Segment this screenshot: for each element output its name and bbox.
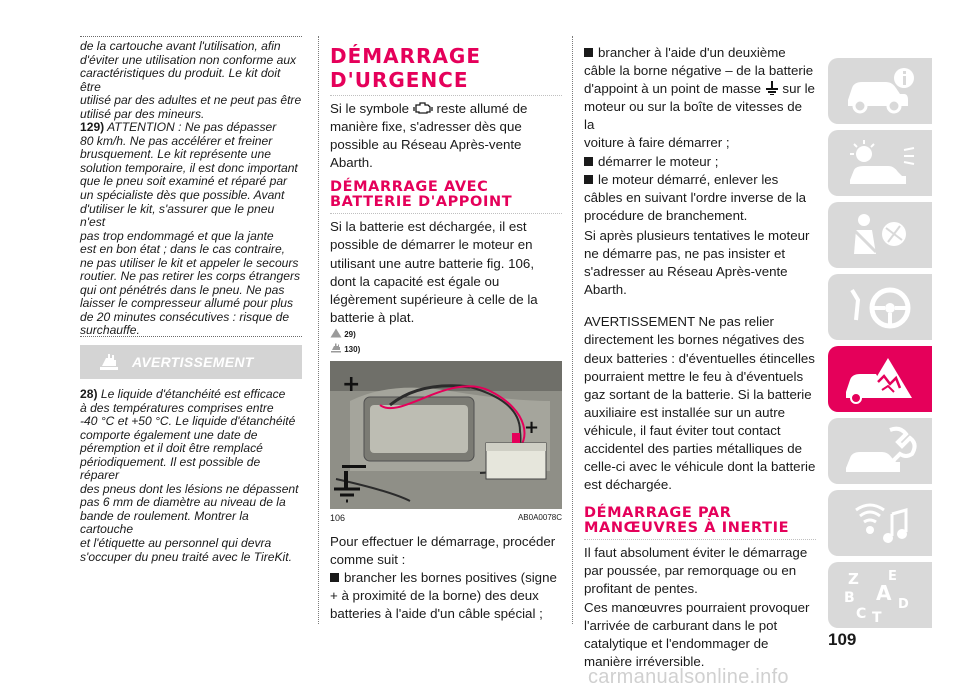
note-28-line: bande de roulement. Montrer la cartouche [80,508,249,537]
note-28-line: Le liquide d'étanchéité est efficace [100,387,286,401]
list-item-text: + à proximité de la borne) des deux [330,588,539,604]
paragraph-line: Ces manœuvres pourraient provoquer [584,599,810,615]
index-letter: T [872,610,882,624]
bullet-checkbox-icon [584,175,593,184]
note-28-line: pas 6 mm de diamètre au niveau de la [80,495,286,510]
column-middle [330,44,562,623]
paragraph-line: auxiliaire est installée sur un autre [584,404,786,420]
tab-emergency[interactable] [828,346,932,412]
paragraph-line: l'arrivée de carburant dans le pot [584,617,778,633]
paragraph-line: Abarth. [584,282,627,298]
paragraph-line: Si après plusieurs tentatives le moteur [584,227,810,243]
warning-header [80,345,302,379]
bullet-checkbox-icon [584,48,593,57]
note-28-line: s'occuper du pneu traité avec le TireKit. [80,549,292,564]
note-129-line: un spécialiste dès que possible. Avant [80,188,285,203]
intro-line: d'éviter une utilisation non conforme aux [80,52,297,67]
list-item-text: batteries à l'aide d'un câble spécial ; [330,606,543,622]
note-28-line: et l'étiquette au personnel qui devra [80,536,272,551]
paragraph-line: AVERTISSEMENT Ne pas relier [584,314,774,330]
column-left [80,40,302,338]
list-item-text: voiture à faire démarrer ; [584,135,730,151]
paragraph-line: possible de démarrer le moteur en [330,237,533,253]
paragraph-line: est déchargée. [584,477,672,493]
list-item-text: procédure de branchement. [584,207,748,223]
tab-maintenance[interactable] [828,418,932,484]
paragraph [330,100,562,118]
list-item-text: brancher à l'aide d'un deuxième [598,45,786,60]
tab-car-info[interactable] [828,58,932,124]
note-28 [80,388,302,402]
note-28-line: péremption et il doit être remplacé [80,441,263,456]
note-129-line: pas trop endommagé et que la jante [80,228,274,243]
text-fragment: reste allumé de [436,101,528,116]
ground-symbol-icon [765,81,779,95]
top-divider [80,36,302,37]
note-28-line: périodiquement. Il est possible de réparer [80,454,261,483]
note-129-line: d'utiliser le kit, s'assurer que le pneu n'est [80,201,275,230]
engine-bay-illustration [330,361,562,509]
reference-number: 29) [344,329,356,339]
list-item [584,44,816,62]
tab-multimedia[interactable] [828,490,932,556]
svg-text:+: + [342,371,361,397]
warning-title: AVERTISSEMENT [132,354,254,370]
index-letter: Z [848,570,859,588]
paragraph-line: manière fixe, s'adresser dès que [330,119,522,135]
warning-notes [80,388,302,564]
subsection-title: MANŒUVRES À INERTIE [584,520,790,537]
paragraph-line: manière irréversible. [584,653,705,669]
multimedia-icon [842,496,922,550]
list-item-text: moteur ou sur la boîte de vitesses de la [584,99,803,133]
paragraph-line: batterie à plat. [330,309,415,325]
index-letters-icon [842,568,922,624]
paragraph-line: ne démarre pas, ne pas insister et [584,246,786,262]
note-129-line: laisser le compresseur allumé pour plus [80,296,294,311]
figure-code: AB0A0078C [517,512,562,522]
text-fragment: Si le symbole [330,101,410,116]
figure-106-battery-jump [330,361,562,509]
note-28-line: comporte également une date de [80,427,258,442]
paragraph-line: Pour effectuer le démarrage, procéder [330,533,556,549]
note-129-line: surchauffe. [80,323,140,338]
paragraph-line: véhicule, il faut éviter tout contact [584,422,781,438]
note-28-label: 28) [80,387,98,401]
list-item-text: câbles en suivant l'ordre inverse de la [584,189,807,205]
paragraph-line: directement les bornes négatives des [584,332,805,348]
watermark: carmanualsonline.info [588,666,789,688]
note-28-line: -40 °C et +50 °C. Le liquide d'étanchéité [80,414,296,429]
intro-line: de la cartouche avant l'utilisation, afin [80,39,281,53]
note-129-line: brusquement. Le kit représente une [80,147,271,162]
index-letter: D [898,597,909,612]
list-item-text: câble la borne négative – de la batterie [584,63,814,79]
list-item [584,153,816,171]
index-letter: C [856,606,867,622]
note-129-line: qui ont pénétrés dans le pneu. Ne pas [80,282,285,297]
paragraph-line: celle-ci avec le véhicule dont la batterie [584,459,816,475]
engine-warning-icon [413,101,433,115]
subsection-title: DÉMARRAGE AVEC [330,179,489,196]
emergency-car-icon [842,352,922,406]
page-number: 109 [828,630,857,649]
section-title: D'URGENCE [330,68,469,92]
reference [330,327,562,342]
column-separator [572,36,573,624]
bullet-checkbox-icon [584,157,593,166]
list-item-text: brancher les bornes positives (signe [344,570,557,586]
list-item [584,171,816,189]
paragraph-line: comme suit : [330,552,406,568]
intro-line: utilisé par des adultes et ne peut pas être [80,93,302,108]
reference [330,342,562,357]
note-129-line: est en bon état ; dans le cas contraire, [80,242,286,257]
column-separator [318,36,319,624]
note-28-line: à des températures comprises entre [80,400,274,415]
paragraph-line: par poussée, par remorquage ou en [584,563,797,579]
paragraph-line: Abarth. [330,155,373,171]
index-letter: E [888,569,897,584]
tab-lights[interactable] [828,130,932,196]
paragraph-line: accidentel des parties métalliques de [584,440,803,456]
tab-driving[interactable] [828,274,932,340]
paragraph-line: s'adresser au Réseau Après-vente [584,264,788,280]
note-129-line: que le pneu soit examiné et réparé par [80,174,288,189]
index-letter: B [844,590,855,606]
figure-number: 106 [330,512,346,523]
steering-wheel-icon [842,280,922,334]
section-title: DÉMARRAGE [330,44,482,68]
subsection-title: DÉMARRAGE PAR [584,505,732,522]
car-info-icon [842,64,922,118]
list-item-text [584,80,816,98]
title-divider [584,539,816,540]
lights-icon [842,136,922,190]
reference-number: 130) [344,344,361,354]
paragraph-line: Si la batterie est déchargée, il est [330,219,527,235]
paragraph-line: deux batteries : d'éventuelles étincelles [584,350,815,366]
note-129-line: ATTENTION : Ne pas dépasser [107,120,277,135]
list-item-text: le moteur démarré, enlever les [598,171,779,187]
text-fragment: d'appoint à un point de masse [584,81,762,97]
section-divider [80,336,302,337]
paragraph-line: pourraient mettre le feu à d'éventuels [584,368,804,384]
list-item [330,569,562,587]
list-item-text: démarrer le moteur ; [598,153,719,169]
paragraph-line: gaz sortant de la batterie. Si la batterie [584,386,812,402]
intro-line: utilisé par des mineurs. [80,106,205,121]
intro-line: caractéristiques du produit. Le kit doit être [80,66,281,94]
title-divider [330,95,562,96]
column-right [584,44,816,671]
subsection-title: BATTERIE D'APPOINT [330,194,513,211]
paragraph-line: dont la capacité est égale ou [330,273,500,289]
wrench-car-icon [842,424,922,478]
paragraph-line: possible au Réseau Après-vente [330,137,522,153]
seatbelt-airbag-icon [842,208,922,262]
tab-index[interactable] [828,562,932,628]
warning-triangle-icon [330,328,342,338]
title-divider [330,213,562,214]
hand-warning-icon [330,343,342,353]
note-28-line: des pneus dont les lésions ne dépassent [80,481,299,496]
paragraph-line: catalytique et l'endommager de [584,635,769,651]
tab-safety[interactable] [828,202,932,268]
note-129 [80,121,302,135]
note-129-label: 129) [80,120,105,135]
note-129-line: solution temporaire, il est donc important [80,160,298,175]
paragraph-line: profitant de pentes. [584,581,698,597]
bullet-checkbox-icon [330,573,339,582]
index-letter: A [876,581,892,605]
paragraph-line: utilisant une autre batterie fig. 106, [330,255,535,271]
note-129-line: routier. Ne pas retirer les corps étrangers [80,269,301,284]
paragraph-line: légèrement supérieure à celle de la [330,291,538,307]
figure-caption [330,511,562,525]
note-129-line: ne pas utiliser le kit et appeler le secours [80,255,299,270]
text-fragment: sur le [782,81,815,97]
paragraph-line: Il faut absolument éviter le démarrage [584,545,808,561]
note-129-line: 80 km/h. Ne pas accélérer et freiner [80,133,273,148]
hand-warning-icon [98,352,120,372]
note-129-line: de 20 minutes consécutives : risque de [80,309,290,324]
svg-text:+: + [524,416,540,438]
